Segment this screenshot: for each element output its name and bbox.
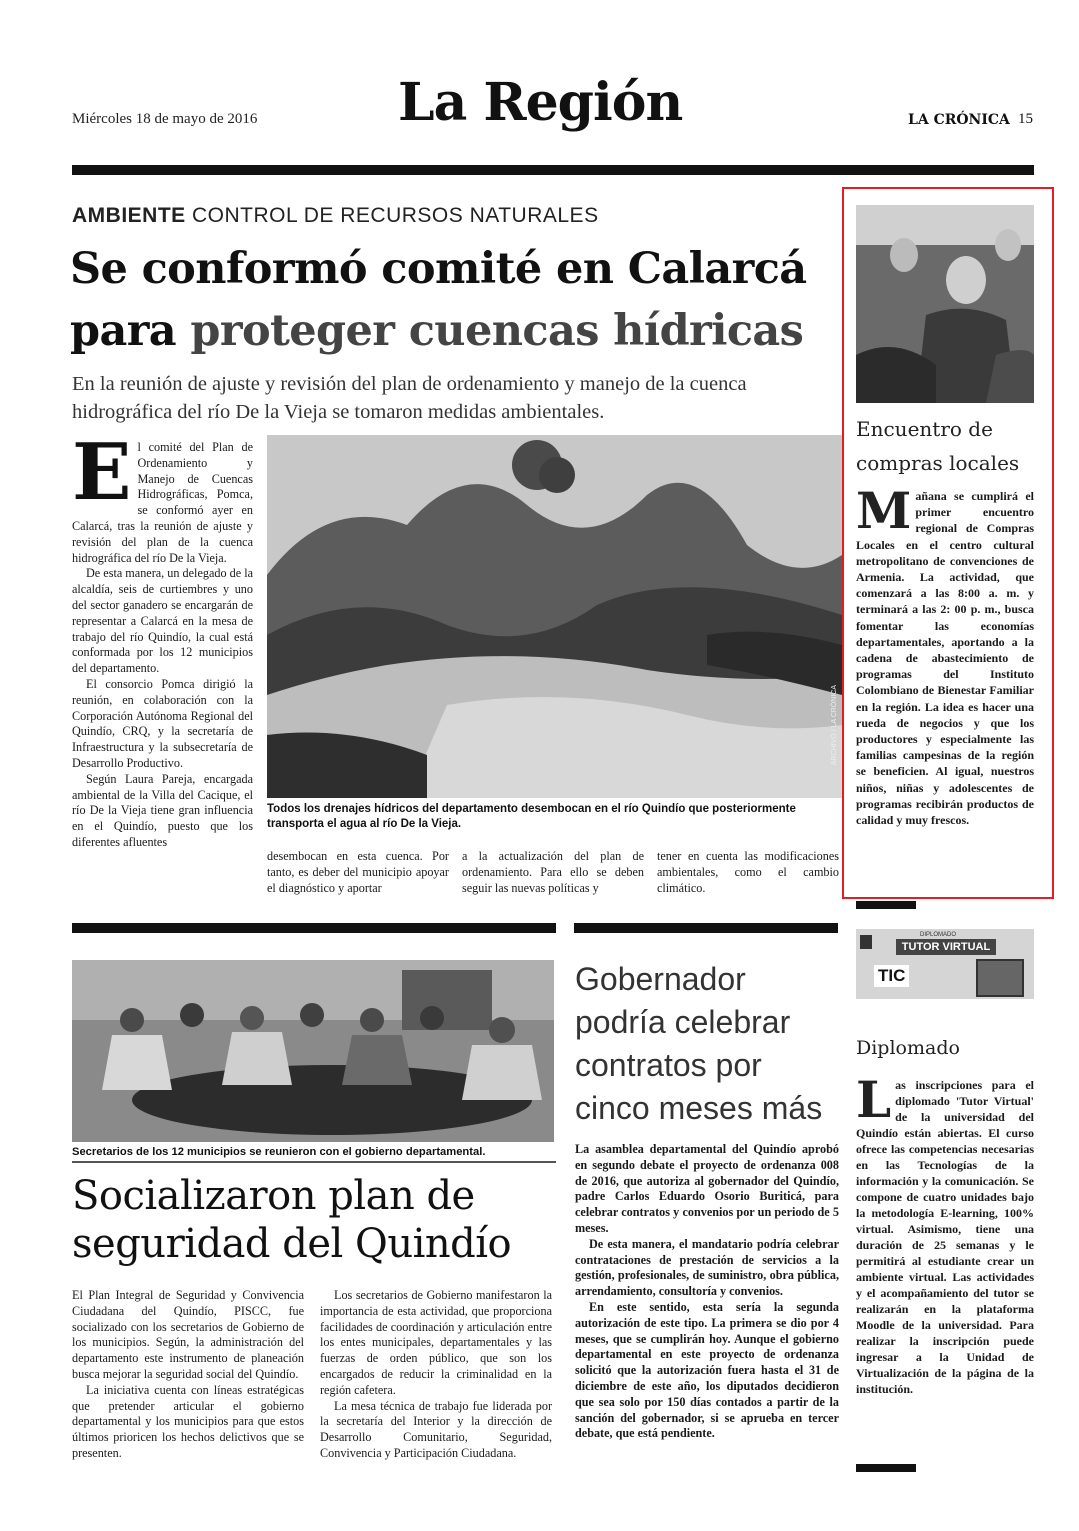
caption-rule: [72, 1161, 556, 1163]
header-date: Miércoles 18 de mayo de 2016: [72, 111, 258, 127]
diplomado-body: as inscripciones para el diplomado 'Tutor Virtual' de la universidad del Quindío están abiertas. El curso ofrece las competencias necesarias en las Tecnologías de la información y la comunicación. Se compone de cuatro unidades bajo la metodología E-learning, 100% virtual. Asimismo, tiene una duración de 25 semanas y le permitirá al estudiante crear un ambiente virtual. Las actividades y el acompañamiento del tutor se realizarán en la plataforma Moodle de la universidad. Para realizar la inscripción puede ingresar a la Unidad de Virtualización de la página de la institución.: [856, 1078, 1034, 1396]
compras-dropcap: M: [856, 481, 912, 540]
main-para-3: El consorcio Pomca dirigió la reunión, en colaboración con la Corporación Autónoma Regional del Quindío, CRQ, y la secretaría de Infraestructura y la subsecretaría de Desarrollo Productivo.: [72, 676, 253, 770]
seguridad-column-1: [72, 1288, 304, 1462]
gobernador-column: [575, 1142, 839, 1442]
gobernador-para-3: En este sentido, esta sería la segunda autorización de este tipo. La primera se dio por 4 meses, que se cumplirán hoy. Aunque el gobierno departamental en este proyecto de ordenanza solicitó que la autorización fuera hasta el 31 de diciembre de este año, los diputados decidieron que sea solo por 150 días contados a partir de la sanción del gobernador, si se aprueba en tercer debate, que está pendiente.: [575, 1299, 839, 1441]
banner-tic: TIC: [874, 965, 909, 987]
section-rule-middle: [574, 923, 838, 933]
monitor-icon: [976, 959, 1024, 997]
banner-label: DIPLOMADO: [920, 932, 957, 938]
section-title: La Región: [398, 72, 683, 133]
headline-line-2a: para: [70, 306, 177, 356]
kicker-rest: CONTROL DE RECURSOS NATURALES: [192, 204, 599, 227]
gobernador-headline: Gobernador podría celebrar contratos por cinco meses más: [575, 961, 823, 1126]
compras-body: añana se cumplirá el primer encuentro regional de Compras Locales en el centro cultural metropolitano de convenciones de Armenia. La actividad, que comenzará a las 8:00 a. m. y terminará a las 2: 00 p. m., busca fomentar las economías departamentales, aportando a la cadena de abastecimiento de programas del Instituto Colombiano de Bienestar Familiar en la región. La idea es hacer una rueda de negocios y que los productores y especialmente las familias campesinas de la región se beneficien. Al igual, nuestros niños, niñas y adolescentes de programas recibirán productos de calidad y muy frescos.: [856, 489, 1034, 828]
meeting-room-image: [72, 960, 554, 1142]
gobernador-para-2: De esta manera, el mandatario podría celebrar contrataciones de prestación de servicios a la gestión, profesionales, de suministro, obra pública, arrendamiento, consultoría y convenios.: [575, 1236, 839, 1299]
main-para-4: Según Laura Pareja, encargada ambiental de la Villa del Cacique, el río De la Vieja tiene gran influencia en el Quindío, puesto que los diferentes afluentes: [72, 771, 253, 849]
seguridad-para-1: El Plan Integral de Seguridad y Convivencia Ciudadana del Quindío, PISCC, fue socializado con los secretarios de Gobierno de los municipios. Según, la administración del departamento este instrumento de planeación busca mejorar la seguridad social del Quindío.: [72, 1288, 304, 1381]
page-number: 15: [1018, 111, 1033, 127]
compras-title: Encuentro de compras locales: [856, 417, 1020, 475]
section-rule-left: [72, 923, 556, 933]
river-photo: [267, 435, 842, 798]
gobernador-para-1: La asamblea departamental del Quindío aprobó en segundo debate el proyecto de ordenanza 008 de 2016, que autoriza al gobernador del Quindío, padre Carlos Eduardo Osorio Buriticá, para celebrar contratos y convenios por un periodo de 5 meses.: [575, 1142, 839, 1235]
meeting-photo-caption: Secretarios de los 12 municipios se reunieron con el gobierno departamental.: [72, 1146, 486, 1158]
seguridad-headline: Socializaron plan de seguridad del Quindío: [72, 1173, 512, 1267]
headline-line-2b: proteger cuencas hídricas: [190, 306, 804, 356]
river-photo-caption: Todos los drenajes hídricos del departamento desembocan en el río Quindío que posteriormente transporta el agua al río De la Vieja.: [267, 803, 796, 830]
diplomado-text: [856, 1070, 1034, 1397]
main-para-2: De esta manera, un delegado de la alcaldía, seis de curtiembres y uno del sector ganadero se encargarán de representar a Calarcá en la mesa de trabajo del río Quindío, la cual está conformada por los 12 municipios del departamento.: [72, 566, 253, 676]
kicker: [72, 204, 599, 228]
compras-text: [856, 481, 1034, 828]
seguridad-para-3: Los secretarios de Gobierno manifestaron la importancia de esta actividad, que proporciona facilidades de coordinación y articulación entre los entes municipales, departamentales y las fuerzas de orden público, que son los encargados de reducir la criminalidad en la región cafetera.: [320, 1288, 552, 1397]
main-dropcap: E: [72, 427, 132, 518]
headline-line-2: [70, 300, 840, 362]
main-article-column-1: [72, 427, 253, 851]
seguridad-para-2: La iniciativa cuenta con líneas estratégicas que pretender articular el gobierno departamental y los municipios para que estos últimos prioricen los hechos delictivos que se presenten.: [72, 1382, 304, 1460]
diplomado-title: Diplomado: [856, 1037, 960, 1059]
main-article-column-4: tener en cuenta las modificaciones ambientales, como el cambio climático.: [657, 849, 839, 895]
main-para-1: l comité del Plan de Ordenamiento y Manejo de Cuencas Hidrográficas, Pomca, se conformó ayer en Calarcá, tras la reunión de ajuste y revisión del plan de la cuenca hidrográfica del río De la Vieja.: [72, 440, 253, 565]
meeting-photo: [72, 960, 554, 1142]
main-deck: En la reunión de ajuste y revisión del plan de ordenamiento y manejo de la cuenca hidrográfica del río De la Vieja se tomaron medidas ambientales.: [72, 373, 747, 423]
main-headline: [70, 238, 840, 362]
photo-credit: ARCHIVO / LA CRÓNICA: [831, 685, 838, 766]
compras-photo: [856, 205, 1034, 403]
header-rule: [72, 165, 1034, 175]
main-article-column-3: a la actualización del plan de ordenamiento. Para ello se deben seguir las nuevas políticas y: [462, 849, 644, 895]
badge-icon: [860, 935, 872, 949]
diplomado-top-rule: [856, 901, 916, 909]
seguridad-column-2: [320, 1288, 552, 1462]
diplomado-bottom-rule: [856, 1464, 916, 1472]
paper-name: LA CRÓNICA: [908, 112, 1010, 128]
headline-line-1: Se conformó comité en Calarcá: [70, 244, 807, 294]
diplomado-dropcap: L: [856, 1070, 892, 1129]
farmers-family-image: [856, 205, 1034, 403]
tutor-virtual-banner: [856, 929, 1034, 999]
seguridad-para-4: La mesa técnica de trabajo fue liderada por la secretaría del Interior y la dirección de Desarrollo Comunitario, Seguridad, Convivencia y Participación Ciudadana.: [320, 1398, 552, 1460]
banner-title: TUTOR VIRTUAL: [896, 939, 996, 955]
kicker-bold: AMBIENTE: [72, 204, 186, 227]
main-article-column-2: desembocan en esta cuenca. Por tanto, es deber del municipio apoyar el diagnóstico y aportar: [267, 849, 449, 895]
river-landscape-image: [267, 435, 842, 798]
